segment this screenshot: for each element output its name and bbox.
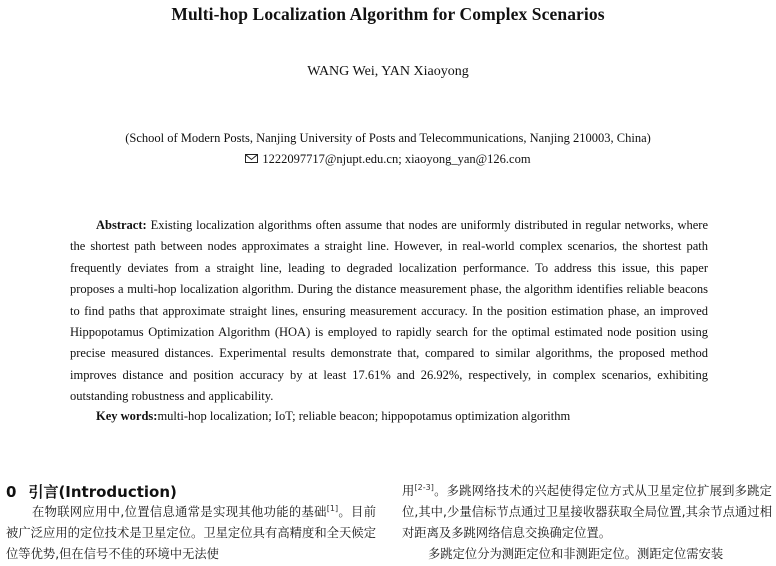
section-title: 引言(Introduction) [28,483,177,501]
keywords [96,409,708,424]
body-column-right [402,481,772,565]
paragraph-text: 在物联网应用中,位置信息通常是实现其他功能的基础 [32,505,327,519]
section-number: 0 [6,483,17,501]
email-line [0,152,776,167]
paragraph [6,502,376,565]
mail-icon [245,154,258,163]
paragraph-text: 。目前被广泛应用的定位技术是卫星定位。卫星定位具有高精度和全天候定位等优势,但在信号不佳的环境中无法使 [6,505,376,561]
paragraph-text: 用 [402,484,415,498]
body-column-left [6,502,376,565]
author-list: WANG Wei, YAN Xiaoyong [307,64,469,79]
paragraph-text: 。多跳网络技术的兴起使得定位方式从卫星定位扩展到多跳定位,其中,少量信标节点通过卫星接收器获取全局位置,其余节点通过相对距离及多跳网络信息交换确定位置。 [402,484,772,540]
paragraph [402,481,772,544]
abstract-label: Abstract: [96,218,147,232]
email-addresses[interactable]: 1222097717@njupt.edu.cn; xiaoyong_yan@126.com [262,152,531,166]
keywords-label: Key words: [96,409,158,423]
section-heading [6,481,177,502]
citation[interactable]: [1] [326,504,339,513]
citation[interactable]: [2-3] [414,483,434,492]
paper-title: Multi-hop Localization Algorithm for Complex Scenarios [171,4,605,24]
abstract-text: Existing localization algorithms often assume that nodes are uniformly distributed in regular networks, where the shortest path between nodes approximates a straight line. However, in real-world complex scenarios, the shortest path frequently deviates from a straight line, leading to degraded localization performance. To address this issue, this paper proposes a multi-hop localization algorithm. During the distance measurement phase, the algorithm identifies reliable beacons to find paths that approximate straight lines, ensuring measurement accuracy. In the position estimation phase, an improved Hippopotamus Optimization Algorithm (HOA) is employed to rapidly search for the optimal estimated node position using precise measured distances. Experimental results demonstrate that, compared to similar algorithms, the proposed method improves distance and position accuracy by at least 17.61% and 26.92%, respectively, in complex scenarios, exhibiting outstanding robustness and applicability. [70,218,709,404]
abstract [70,215,708,408]
affiliation: (School of Modern Posts, Nanjing University of Posts and Telecommunications, Nanjing 210003, China) [125,131,651,145]
paragraph: 多跳定位分为测距定位和非测距定位。测距定位需安装 [428,547,724,561]
keywords-text: multi-hop localization; IoT; reliable beacon; hippopotamus optimization algorithm [157,409,571,423]
